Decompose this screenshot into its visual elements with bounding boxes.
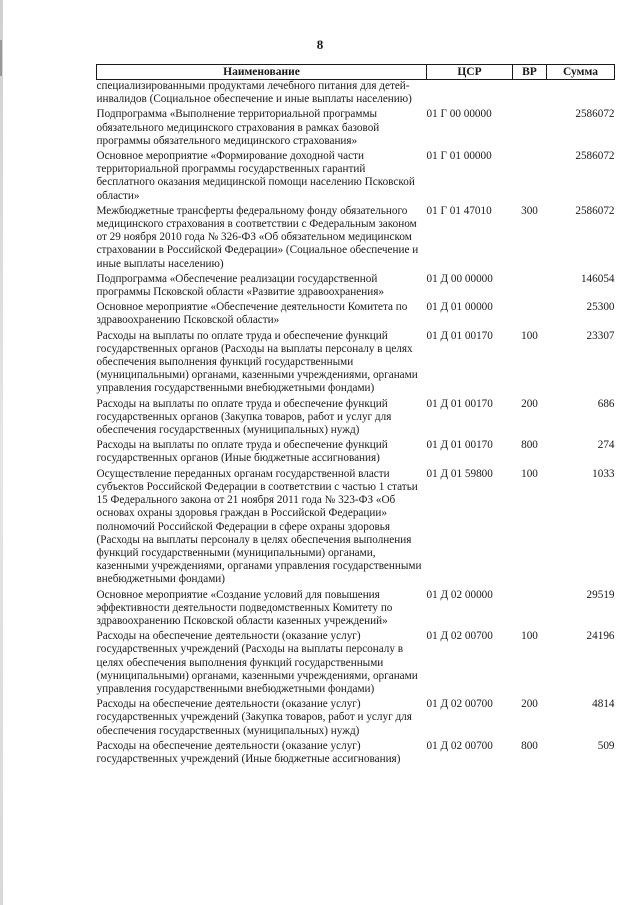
table-row	[97, 330, 615, 398]
row-vr-cell: 100	[521, 329, 538, 342]
row-sum-cell: 2586072	[575, 150, 615, 163]
row-sum-cell: 24196	[586, 630, 615, 643]
row-sum-cell: 2586072	[575, 108, 615, 121]
header-csr: ЦСР	[427, 65, 513, 80]
row-vr-cell	[513, 108, 547, 150]
row-csr-cell: 01 Д 01 00170	[426, 439, 493, 452]
table-row	[97, 468, 615, 589]
row-name-cell: Расходы на обеспечение деятельности (оказание услуг) государственных учреждений (Расходы на выплаты персоналу в целях обеспечения выполнения функций государственными (муниципальными) органами, казенными учреждениями, органами управления государственными внебюджетными фондами)	[96, 630, 418, 695]
scan-edge	[0, 0, 3, 905]
row-sum-cell: 1033	[592, 467, 615, 480]
row-csr-cell: 01 Д 01 00170	[426, 397, 493, 410]
table-row	[97, 589, 615, 631]
row-name-cell: Расходы на обеспечение деятельности (оказание услуг) государственных учреждений (Иные бюджетные ассигнования)	[96, 739, 401, 765]
row-csr-cell: 01 Д 02 00700	[426, 630, 493, 643]
row-name-cell: Подпрограмма «Выполнение территориальной программы обязательного медицинского страхования в рамках базовой программы обязательного медицинского страхования»	[96, 108, 380, 147]
row-vr-cell: 800	[521, 439, 538, 452]
header-name: Наименование	[97, 65, 427, 80]
table-row	[97, 150, 615, 205]
header-vr: ВР	[513, 65, 547, 80]
row-vr-cell: 200	[521, 397, 538, 410]
row-vr-cell: 300	[521, 204, 538, 217]
row-vr-cell: 800	[521, 739, 538, 752]
row-name-cell: Подпрограмма «Обеспечение реализации государственной программы Псковской области «Развитие здравоохранения»	[96, 272, 384, 299]
table-row	[97, 273, 615, 301]
row-csr-cell: 01 Д 01 59800	[426, 467, 493, 480]
table-row	[97, 398, 615, 440]
row-name-cell: Осуществление переданных органам государственной власти субъектов Российской Федерации в соответствии с частью 1 статьи 15 Федерального закона от 21 ноября 2011 года № 323-ФЗ «Об основах охраны здоровья граждан в Российской Федерации» полномочий Российской Федерации в сфере охраны здоровья (Расходы на выплаты персоналу в целях обеспечения выполнения функций государственными (муниципальными) органами, казенными учреждениями, органами управления государственными внебюджетными фондами)	[96, 467, 422, 586]
row-vr-cell	[513, 589, 547, 631]
row-vr-cell: 200	[521, 698, 538, 711]
row-sum-cell: 4814	[592, 698, 615, 711]
row-sum-cell: 274	[597, 439, 615, 452]
row-csr-cell: 01 Д 02 00000	[426, 588, 493, 601]
row-csr-cell: 01 Д 02 00700	[426, 698, 493, 711]
row-name-cell: Основное мероприятие «Формирование доходной части территориальной программы государственных гарантий бесплатного оказания медицинской помощи населению Псковской области»	[96, 150, 415, 202]
table-row	[97, 439, 615, 467]
row-vr-cell	[513, 301, 547, 329]
row-csr-cell: 01 Г 01 47010	[426, 204, 492, 217]
table-row	[97, 301, 615, 329]
table-row	[97, 80, 615, 109]
row-name-cell: Межбюджетные трансферты федеральному фонду обязательного медицинского страхования в соответствии с Федеральным законом от 29 ноября 2010 года № 326-ФЗ «Об обязательном медицинском страховании в Российской Федерации» (Социальное обеспечение и иные выплаты населению)	[96, 204, 419, 270]
table-row	[97, 205, 615, 273]
table-row	[97, 740, 615, 768]
row-csr-cell: 01 Г 01 00000	[426, 150, 492, 163]
row-csr-cell	[427, 80, 513, 109]
table-row	[97, 108, 615, 150]
row-sum-cell: 25300	[586, 301, 615, 314]
row-sum-cell: 2586072	[575, 204, 615, 217]
row-name-cell: Основное мероприятие «Обеспечение деятельности Комитета по здравоохранению Псковской области»	[96, 301, 408, 327]
budget-table	[96, 64, 615, 768]
row-vr-cell	[513, 273, 547, 301]
row-sum-cell: 23307	[586, 329, 615, 342]
row-csr-cell: 01 Д 00 00000	[426, 272, 493, 285]
row-csr-cell: 01 Г 00 00000	[426, 108, 492, 121]
row-name-cell: Основное мероприятие «Создание условий для повышения эффективности деятельности подведомственных Комитету по здравоохранению Псковской области казенных учреждений»	[96, 588, 393, 627]
row-sum-cell: 29519	[586, 588, 615, 601]
row-csr-cell: 01 Д 01 00000	[426, 301, 493, 314]
row-name-cell: Расходы на обеспечение деятельности (оказание услуг) государственных учреждений (Закупка товаров, работ и услуг для обеспечения государственных (муниципальных) нужд)	[96, 698, 412, 737]
table-row	[97, 698, 615, 740]
table-row	[97, 630, 615, 698]
row-name-cell: Расходы на выплаты по оплате труда и обеспечение функций государственных органов (Расходы на выплаты персоналу в целях обеспечения выполнения функций государственными (муниципальными) органами, казенными учреждениями, органами управления государственными внебюджетными фондами)	[96, 329, 418, 395]
row-vr-cell	[513, 80, 547, 109]
row-vr-cell: 100	[521, 467, 538, 480]
row-vr-cell	[513, 150, 547, 205]
row-csr-cell: 01 Д 01 00170	[426, 329, 493, 342]
table-header-row	[97, 65, 615, 80]
header-sum: Сумма	[547, 65, 615, 80]
row-name-cell: Расходы на выплаты по оплате труда и обеспечение функций государственных органов (Закупка товаров, работ и услуг для обеспечения государственных (муниципальных) нужд)	[96, 397, 392, 437]
row-vr-cell: 100	[521, 630, 538, 643]
row-sum-cell: 686	[597, 397, 615, 410]
row-csr-cell: 01 Д 02 00700	[426, 739, 493, 752]
row-sum-cell	[547, 80, 615, 109]
row-sum-cell: 146054	[580, 272, 615, 285]
page-number: 8	[316, 37, 324, 52]
row-name-cell: специализированными продуктами лечебного питания для детей-инвалидов (Социальное обеспечение и иные выплаты населению)	[96, 80, 412, 106]
row-sum-cell: 509	[597, 739, 615, 752]
row-name-cell: Расходы на выплаты по оплате труда и обеспечение функций государственных органов (Иные бюджетные ассигнования)	[96, 439, 388, 465]
